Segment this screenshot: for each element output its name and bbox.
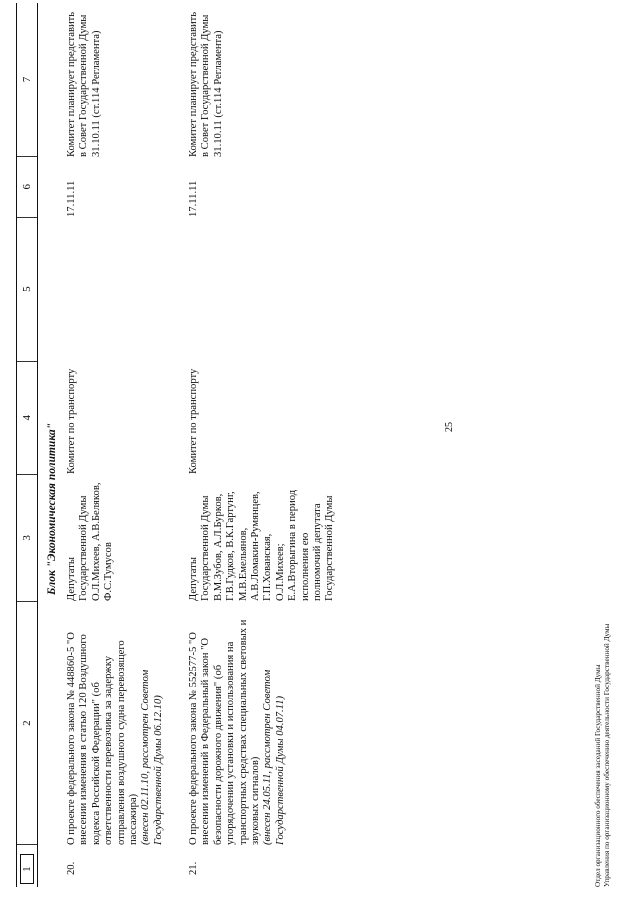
col5-cell <box>66 217 165 361</box>
table-header <box>16 3 38 887</box>
table-row <box>188 3 337 887</box>
bill-note: (внесен 02.11.10, рассмотрен Советом Государственной Думы 06.12.10) <box>140 669 164 845</box>
header-col-1-label: 1 <box>20 854 34 884</box>
bill-text: О проекте федерального закона № 448860-5 "О внесении изменения в статью 120 Воздушного кодекса Российской Федерации" (об ответственности перевозчика за задержку отправления воздушного судна перевозящего пассажира) <box>66 632 140 845</box>
committee-cell: Комитет по транспорту <box>66 368 77 474</box>
plan-cell: Комитет планирует представить в Совет Государственной Думы 31.10.11 (ст.114 Регламента) <box>66 11 102 157</box>
footer-line-1: Отдел организационного обеспечения заседаний Государственной Думы <box>594 664 602 887</box>
bill-note: (внесен 24.05.11, рассмотрен Советом Государственной Думы 04.07.11) <box>262 669 286 845</box>
authors-cell: Депутаты Государственной Думы О.Л.Михеев, А.В.Беляков, Ф.С.Тумусов <box>66 482 115 601</box>
date-cell: 17.11.11 <box>188 180 199 217</box>
footer-line-2: Управления по организационному обеспечению деятельности Государственной Думы <box>603 623 611 887</box>
header-col-4: 4 <box>17 362 37 475</box>
col5-cell <box>188 217 337 361</box>
rotated-document-sheet <box>10 0 630 895</box>
table-row <box>66 3 165 887</box>
header-col-3: 3 <box>17 475 37 602</box>
bill-cell <box>66 601 165 845</box>
row-number: 20. <box>66 861 77 875</box>
header-col-1 <box>17 845 37 887</box>
authors-cell: Депутаты Государственной Думы В.М.Зубов, А.Л.Бурков, Г.В.Гудков, В.К.Гартунг, М.В.Емельянов, А.В.Ломакин-Румянцев, Г.П.Хованская, О.Л.Михеев; Е.А.Вторыгина в период исполнения ею полномочий депутата Государственной Думы <box>188 489 336 601</box>
block-title: Блок "Экономическая политика" <box>46 422 58 595</box>
bill-cell <box>188 601 337 845</box>
committee-cell: Комитет по транспорту <box>188 368 199 474</box>
header-col-6: 6 <box>17 157 37 218</box>
page-number: 25 <box>444 422 455 432</box>
date-cell: 17.11.11 <box>66 180 77 217</box>
bill-text: О проекте федерального закона № 552577-5 "О внесении изменений в Федеральный закон "О безопасности дорожного движения" (об упорядочении установки и использования на транспортных средствах специальных световых и звуковых сигналов) <box>188 619 262 845</box>
row-number: 21. <box>188 861 199 875</box>
footer <box>594 624 612 887</box>
header-col-7: 7 <box>17 3 37 157</box>
header-col-5: 5 <box>17 218 37 362</box>
header-col-2: 2 <box>17 602 37 845</box>
plan-cell: Комитет планирует представить в Совет Государственной Думы 31.10.11 (ст.114 Регламента) <box>188 11 224 157</box>
